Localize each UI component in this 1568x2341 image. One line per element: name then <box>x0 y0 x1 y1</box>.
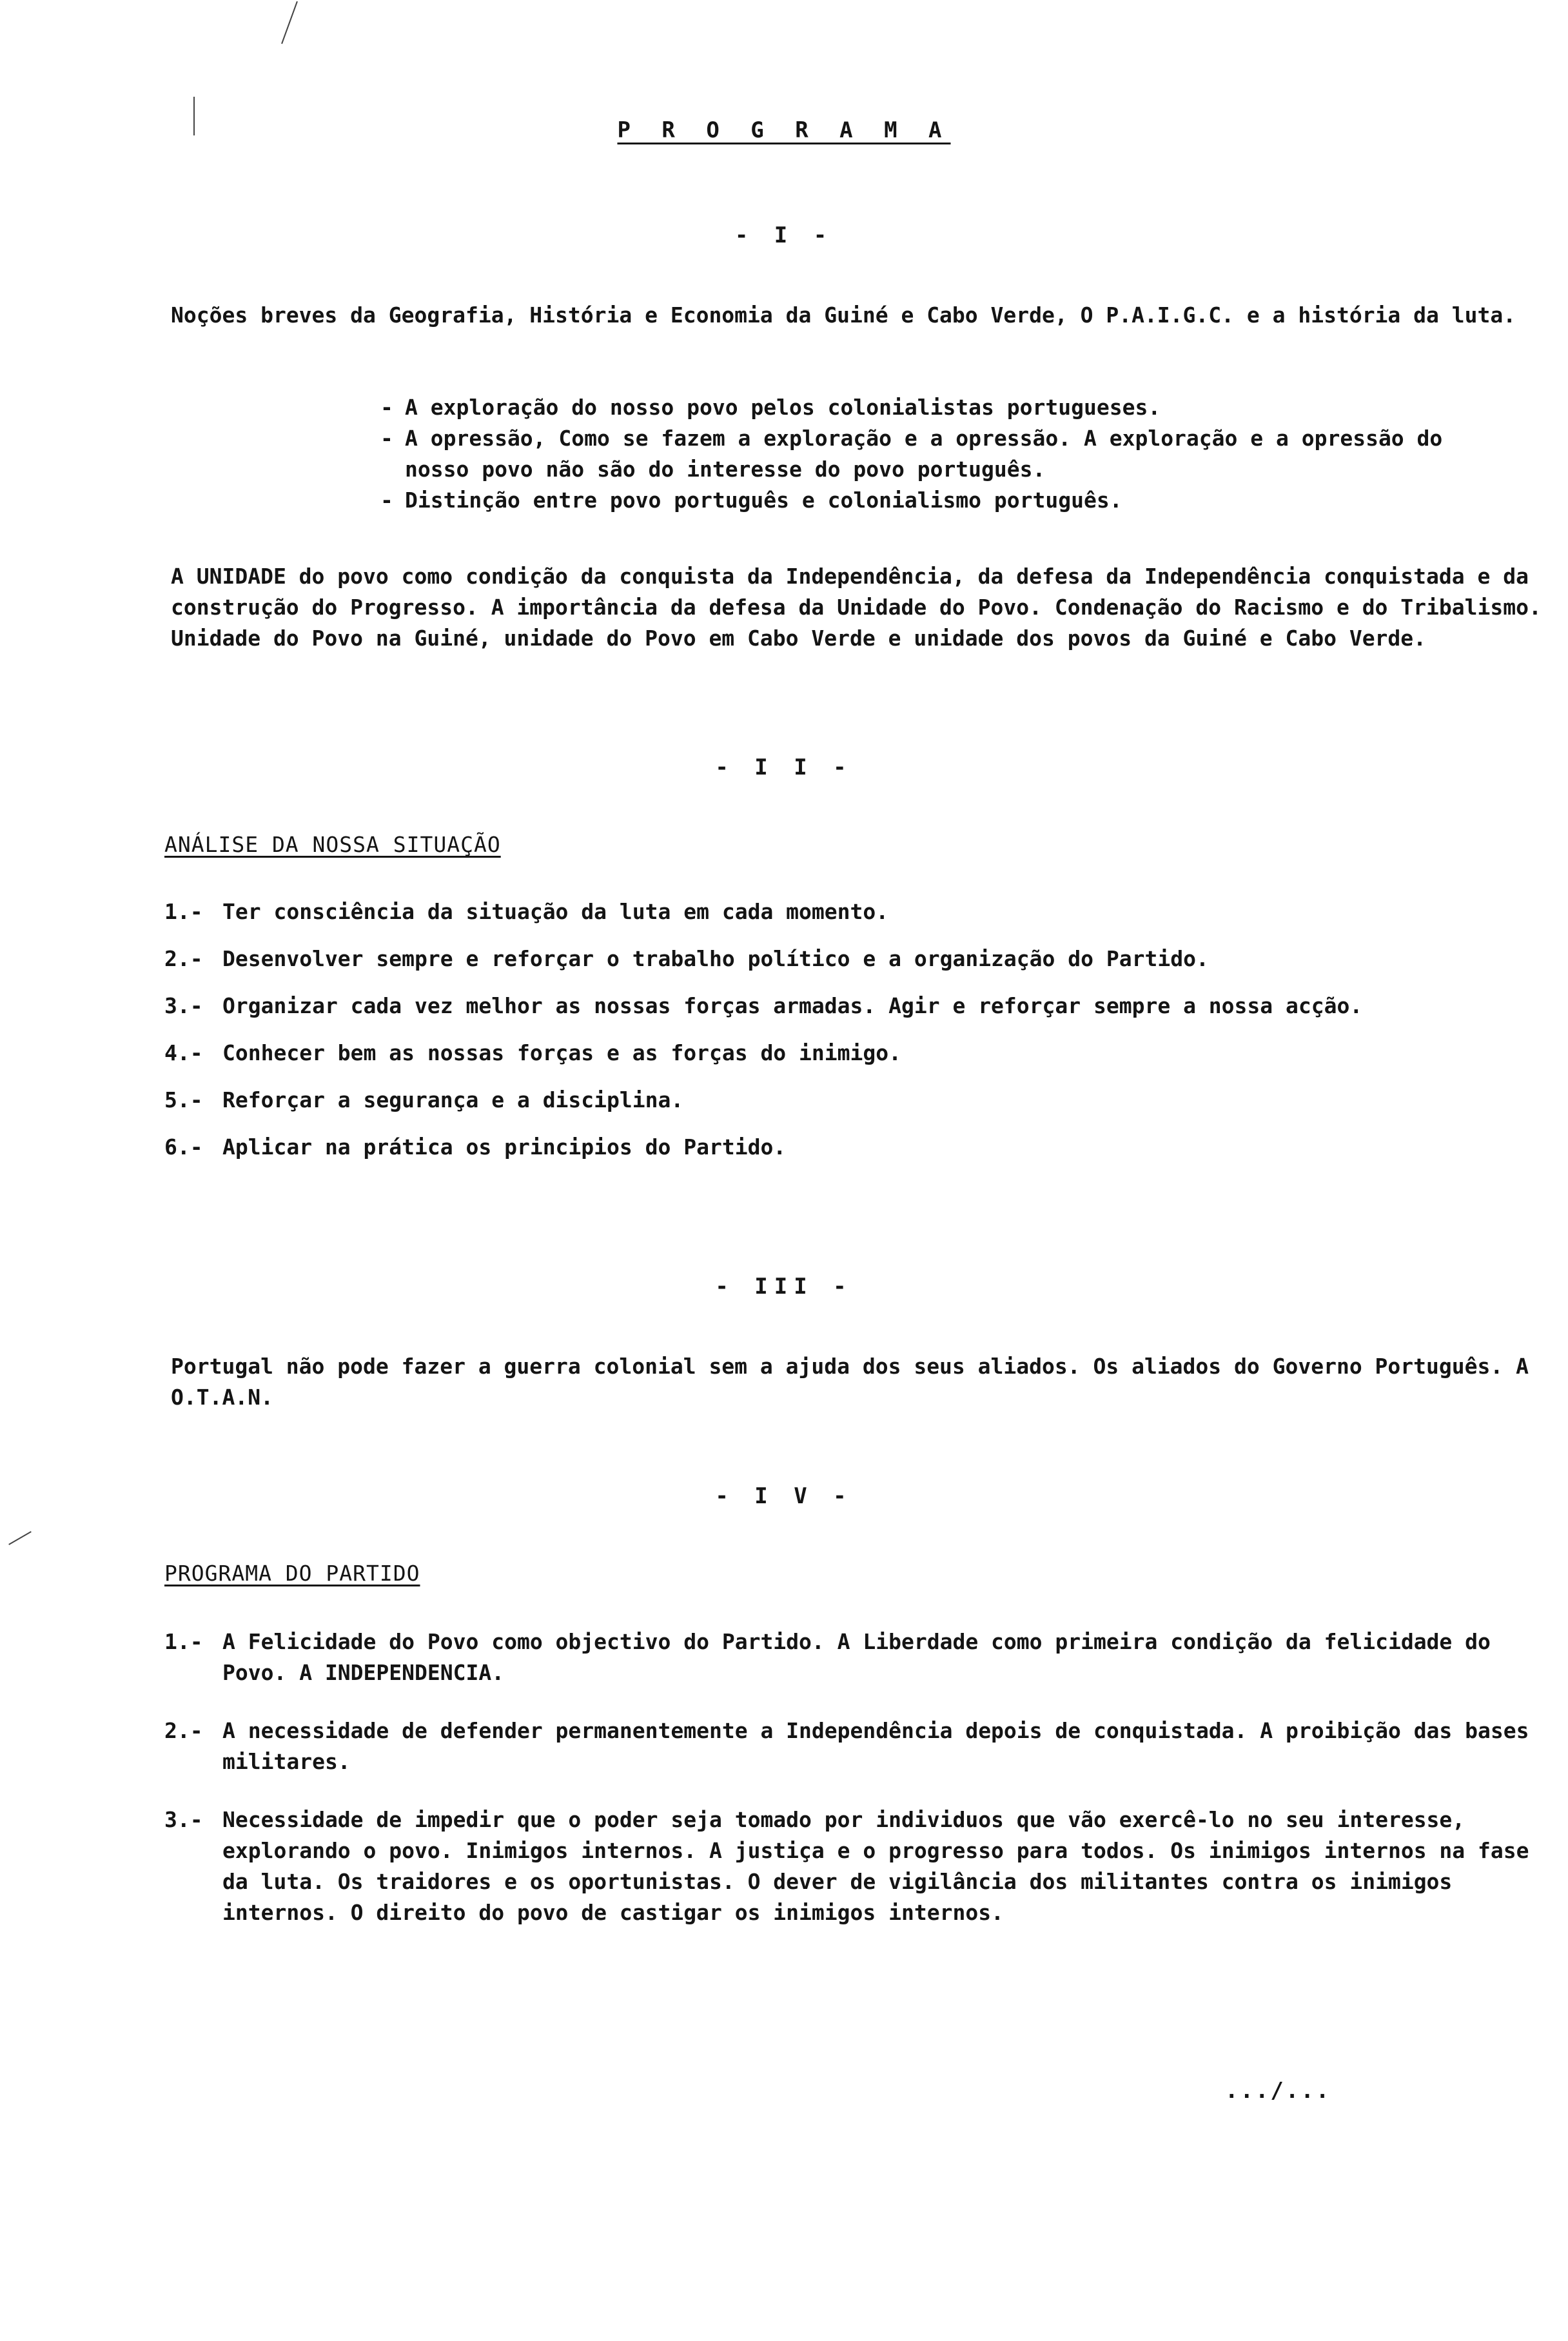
item-number: 1.- <box>164 1629 203 1654</box>
item-text: A necessidade de defender permanentemente a Independência depois de conquistada. A proibição das bases militares. <box>222 1718 1529 1774</box>
list-item <box>164 1715 1551 1777</box>
item-number: 6.- <box>164 1134 203 1160</box>
section-1-numeral: - I - <box>734 222 834 248</box>
section-4-numeral: - I V - <box>715 1483 853 1509</box>
section-4-heading: PROGRAMA DO PARTIDO <box>164 1561 420 1586</box>
section-4-list <box>164 1626 1551 1928</box>
item-text: A Felicidade do Povo como objectivo do Partido. A Liberdade como primeira condição da felicidade do Povo. A INDEPENDENCIA. <box>222 1629 1491 1685</box>
item-text: Necessidade de impedir que o poder seja tomado por individuos que vão exercê-lo no seu interesse, explorando o povo. Inimigos internos. A justiça e o progresso para todos. Os inimigos internos na fase da luta. Os traidores e os oportunistas. O dever de vigilância dos militantes contra os inimigos internos. O direito do povo de castigar os inimigos internos. <box>222 1807 1529 1925</box>
list-item <box>164 896 1551 927</box>
bullet-text: A opressão, Como se fazem a exploração e a opressão. A exploração e a opressão do nosso povo não são do interesse do povo português. <box>405 426 1443 482</box>
item-number: 3.- <box>164 993 203 1018</box>
list-item <box>164 943 1551 974</box>
bullet-text: A exploração do nosso povo pelos colonialistas portugueses. <box>405 395 1161 420</box>
bullet-text: Distinção entre povo português e colonialismo português. <box>405 488 1122 513</box>
pen-mark <box>8 1531 32 1545</box>
list-item: - Distinção entre povo português e colonialismo português. <box>380 485 1476 516</box>
section-2-heading: ANÁLISE DA NOSSA SITUAÇÃO <box>164 832 501 857</box>
item-text: Aplicar na prática os principios do Partido. <box>222 1134 787 1160</box>
list-item <box>164 1804 1551 1928</box>
list-item <box>164 1132 1551 1163</box>
section-2-numeral: - I I - <box>715 755 853 780</box>
list-item <box>164 1085 1551 1116</box>
section-1-intro: Noções breves da Geografia, História e Economia da Guiné e Cabo Verde, O P.A.I.G.C. e a história da luta. <box>171 302 1516 328</box>
list-item: - A opressão, Como se fazem a exploração e a opressão. A exploração e a opressão do nosso povo não são do interesse do povo português. <box>380 423 1476 485</box>
item-text: Reforçar a segurança e a disciplina. <box>222 1087 684 1112</box>
item-number: 1.- <box>164 899 203 924</box>
section-1-bullets <box>380 392 1476 516</box>
item-text: Ter consciência da situação da luta em cada momento. <box>222 899 889 924</box>
item-number: 3.- <box>164 1807 203 1832</box>
pen-mark <box>281 1 298 44</box>
list-item <box>164 1626 1551 1688</box>
section-2-list <box>164 896 1551 1163</box>
item-number: 5.- <box>164 1087 203 1112</box>
document-title: P R O G R A M A <box>617 117 951 143</box>
item-text: Organizar cada vez melhor as nossas forças armadas. Agir e reforçar sempre a nossa acção. <box>222 993 1363 1018</box>
list-item: - A exploração do nosso povo pelos colonialistas portugueses. <box>380 392 1476 423</box>
item-number: 2.- <box>164 1718 203 1743</box>
item-number: 4.- <box>164 1040 203 1065</box>
list-item <box>164 991 1551 1022</box>
item-text: Desenvolver sempre e reforçar o trabalho político e a organização do Partido. <box>222 946 1209 971</box>
section-3-numeral: - III - <box>715 1274 853 1299</box>
item-number: 2.- <box>164 946 203 971</box>
continuation-marker: .../... <box>1225 2078 1331 2104</box>
list-item <box>164 1038 1551 1069</box>
section-1-unity: A UNIDADE do povo como condição da conquista da Independência, da defesa da Independência conquistada e da construção do Progresso. A importância da defesa da Unidade do Povo. Condenação do Racismo e do Tribalismo. Unidade do Povo na Guiné, unidade do Povo em Cabo Verde e unidade dos povos da Guiné e Cabo Verde. <box>171 564 1542 651</box>
section-3-text: Portugal não pode fazer a guerra colonial sem a ajuda dos seus aliados. Os aliados do Governo Português. A O.T.A.N. <box>171 1354 1529 1410</box>
item-text: Conhecer bem as nossas forças e as forças do inimigo. <box>222 1040 901 1065</box>
